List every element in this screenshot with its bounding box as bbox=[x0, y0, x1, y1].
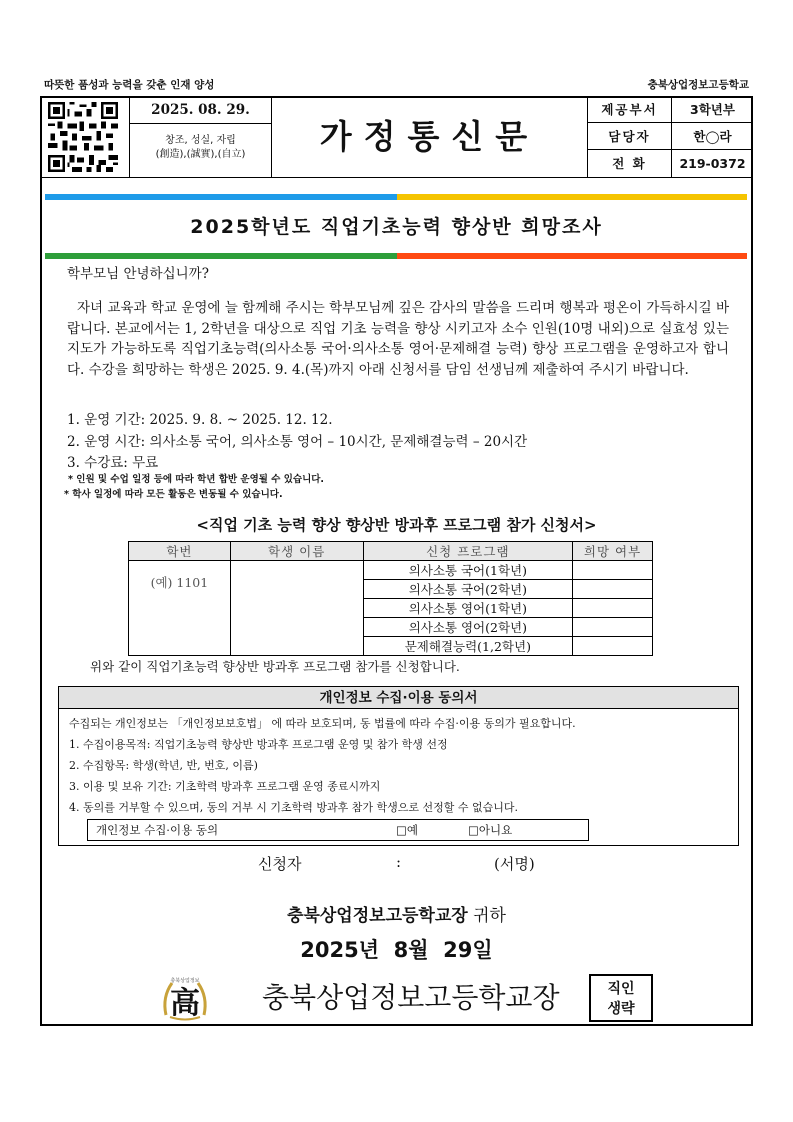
page-slogan: 따뜻한 품성과 능력을 갖춘 인재 양성 bbox=[44, 79, 215, 91]
form-title: <직업 기초 능력 향상 향상반 방과후 프로그램 참가 신청서> bbox=[196, 516, 597, 534]
color-bar-green bbox=[45, 253, 397, 259]
stamp-line1: 직인 bbox=[607, 981, 635, 997]
wish-cell[interactable] bbox=[573, 599, 653, 618]
intro-paragraph: 자녀 교육과 학교 운영에 늘 함께해 주시는 학부모님께 깊은 감사의 말씀을 드리며 행복과 평온이 가득하시길 바랍니다. 본교에서는 1, 2학년을 대상으로 직업 기초 능력을 향상 시키고자 소수 인원(10명 내외)으로 실효성 있는 지도가 가능하도록 직업기초능력(의사소통 국어·의사소통 영어·문제해결 능력) 향상 프로그램을 운영하고자 합니다. 수강을 희망하는 학생은 2025. 9. 4.(목)까지 아래 신청서를 담임 선생님께 제출하여 주시기 바랍니다. bbox=[67, 300, 729, 378]
column-header: 학생 이름 bbox=[230, 542, 363, 561]
motto-hanja: (創造),(誠實),(自立) bbox=[155, 149, 246, 160]
principal-name: 충북상업정보고등학교장 bbox=[262, 981, 560, 1014]
recipient-name: 충북상업정보고등학교장 bbox=[287, 906, 468, 926]
info-label: 전 화 bbox=[588, 150, 672, 177]
info-value: 3학년부 bbox=[690, 102, 735, 117]
consent-no-checkbox[interactable]: □아니요 bbox=[468, 823, 513, 837]
color-bar-blue bbox=[45, 194, 397, 200]
info-row-department bbox=[588, 96, 753, 123]
privacy-line: 3. 이용 및 보유 기간: 기초학력 방과후 프로그램 운영 종료시까지 bbox=[69, 780, 381, 793]
program-cell: 의사소통 영어(2학년) bbox=[363, 618, 573, 637]
column-header: 신청 프로그램 bbox=[363, 542, 573, 561]
document-title: 2025학년도 직업기초능력 향상반 희망조사 bbox=[190, 216, 603, 238]
privacy-line: 2. 수집항목: 학생(학년, 반, 번호, 이름) bbox=[69, 759, 258, 772]
qr-cell bbox=[40, 96, 130, 178]
info-row-phone bbox=[588, 150, 753, 177]
info-value: 219-0372 bbox=[679, 156, 746, 171]
column-header: 학번 bbox=[129, 542, 231, 561]
consent-yes-checkbox[interactable]: □예 bbox=[396, 823, 418, 837]
closing-date: 2025년 8월 29일 bbox=[300, 938, 493, 962]
privacy-line: 수집되는 개인정보는 「개인정보보호법」 에 따라 보호되며, 동 법률에 따라 수집·이용 동의가 필요합니다. bbox=[69, 717, 576, 730]
student-id-cell[interactable]: (예) 1101 bbox=[129, 561, 231, 656]
greeting: 학부모님 안녕하십니까? bbox=[67, 266, 209, 282]
recipient-honorific: 귀하 bbox=[473, 906, 506, 926]
newsletter-title: 가정통신문 bbox=[272, 96, 588, 178]
wish-cell[interactable] bbox=[573, 637, 653, 656]
table-header-row bbox=[129, 542, 653, 561]
seal-char: 高 bbox=[170, 986, 200, 1021]
column-header: 희망 여부 bbox=[573, 542, 653, 561]
applicant-label: 신청자 bbox=[258, 855, 302, 873]
privacy-line: 1. 수집이용목적: 직업기초능력 향상반 방과후 프로그램 운영 및 참가 학생 선정 bbox=[69, 738, 448, 751]
privacy-line: 4. 동의를 거부할 수 있으며, 동의 거부 시 기초학력 방과후 참가 학생으로 선정할 수 없습니다. bbox=[69, 801, 518, 814]
privacy-title: 개인정보 수집·이용 동의서 bbox=[59, 687, 738, 709]
wish-cell[interactable] bbox=[573, 618, 653, 637]
note-merge: * 인원 및 수업 일정 등에 따라 학년 합반 운영될 수 있습니다. bbox=[68, 474, 325, 485]
department-info-table bbox=[588, 96, 753, 178]
seal-omitted-stamp bbox=[589, 974, 653, 1022]
seal-text: 충북상업정보 bbox=[170, 978, 200, 984]
student-name-cell[interactable] bbox=[230, 561, 363, 656]
privacy-consent-box bbox=[58, 686, 739, 846]
info-label: 담당자 bbox=[588, 123, 672, 149]
info-label: 제공부서 bbox=[588, 96, 672, 122]
page-school-name: 충북상업정보고등학교 bbox=[647, 79, 749, 91]
info-value: 한◯라 bbox=[693, 129, 732, 144]
signature-field[interactable]: (서명) bbox=[494, 855, 535, 873]
info-item-period: 1. 운영 기간: 2025. 9. 8. ~ 2025. 12. 12. bbox=[67, 412, 333, 428]
letter-header bbox=[40, 96, 753, 178]
stamp-line2: 생략 bbox=[607, 1001, 635, 1017]
program-cell: 문제해결능력(1,2학년) bbox=[363, 637, 573, 656]
info-item-fee: 3. 수강료: 무료 bbox=[67, 455, 159, 471]
info-item-hours: 2. 운영 시간: 의사소통 국어, 의사소통 영어 – 10시간, 문제해결능력 – 20시간 bbox=[67, 434, 528, 450]
note-schedule: * 학사 일정에 따라 모든 활동은 변동될 수 있습니다. bbox=[64, 489, 283, 500]
school-motto bbox=[130, 124, 272, 178]
wish-cell[interactable] bbox=[573, 580, 653, 599]
applicant-colon: : bbox=[396, 853, 402, 871]
color-bar-yellow bbox=[397, 194, 747, 200]
recipient-line bbox=[40, 901, 753, 926]
wish-cell[interactable] bbox=[573, 561, 653, 580]
info-row-manager bbox=[588, 123, 753, 150]
motto-korean: 창조, 성실, 자립 bbox=[165, 135, 236, 146]
application-table bbox=[128, 541, 653, 656]
consent-row bbox=[87, 819, 589, 841]
program-cell: 의사소통 영어(1학년) bbox=[363, 599, 573, 618]
qr-code-icon bbox=[48, 102, 118, 172]
apply-statement: 위와 같이 직업기초능력 향상반 방과후 프로그램 참가를 신청합니다. bbox=[90, 659, 460, 674]
table-row bbox=[129, 561, 653, 580]
program-cell: 의사소통 국어(1학년) bbox=[363, 561, 573, 580]
color-bar-red bbox=[397, 253, 747, 259]
school-seal-icon bbox=[160, 975, 210, 1021]
program-cell: 의사소통 국어(2학년) bbox=[363, 580, 573, 599]
issue-date: 2025. 08. 29. bbox=[130, 96, 272, 124]
consent-label: 개인정보 수집·이용 동의 bbox=[96, 823, 219, 837]
